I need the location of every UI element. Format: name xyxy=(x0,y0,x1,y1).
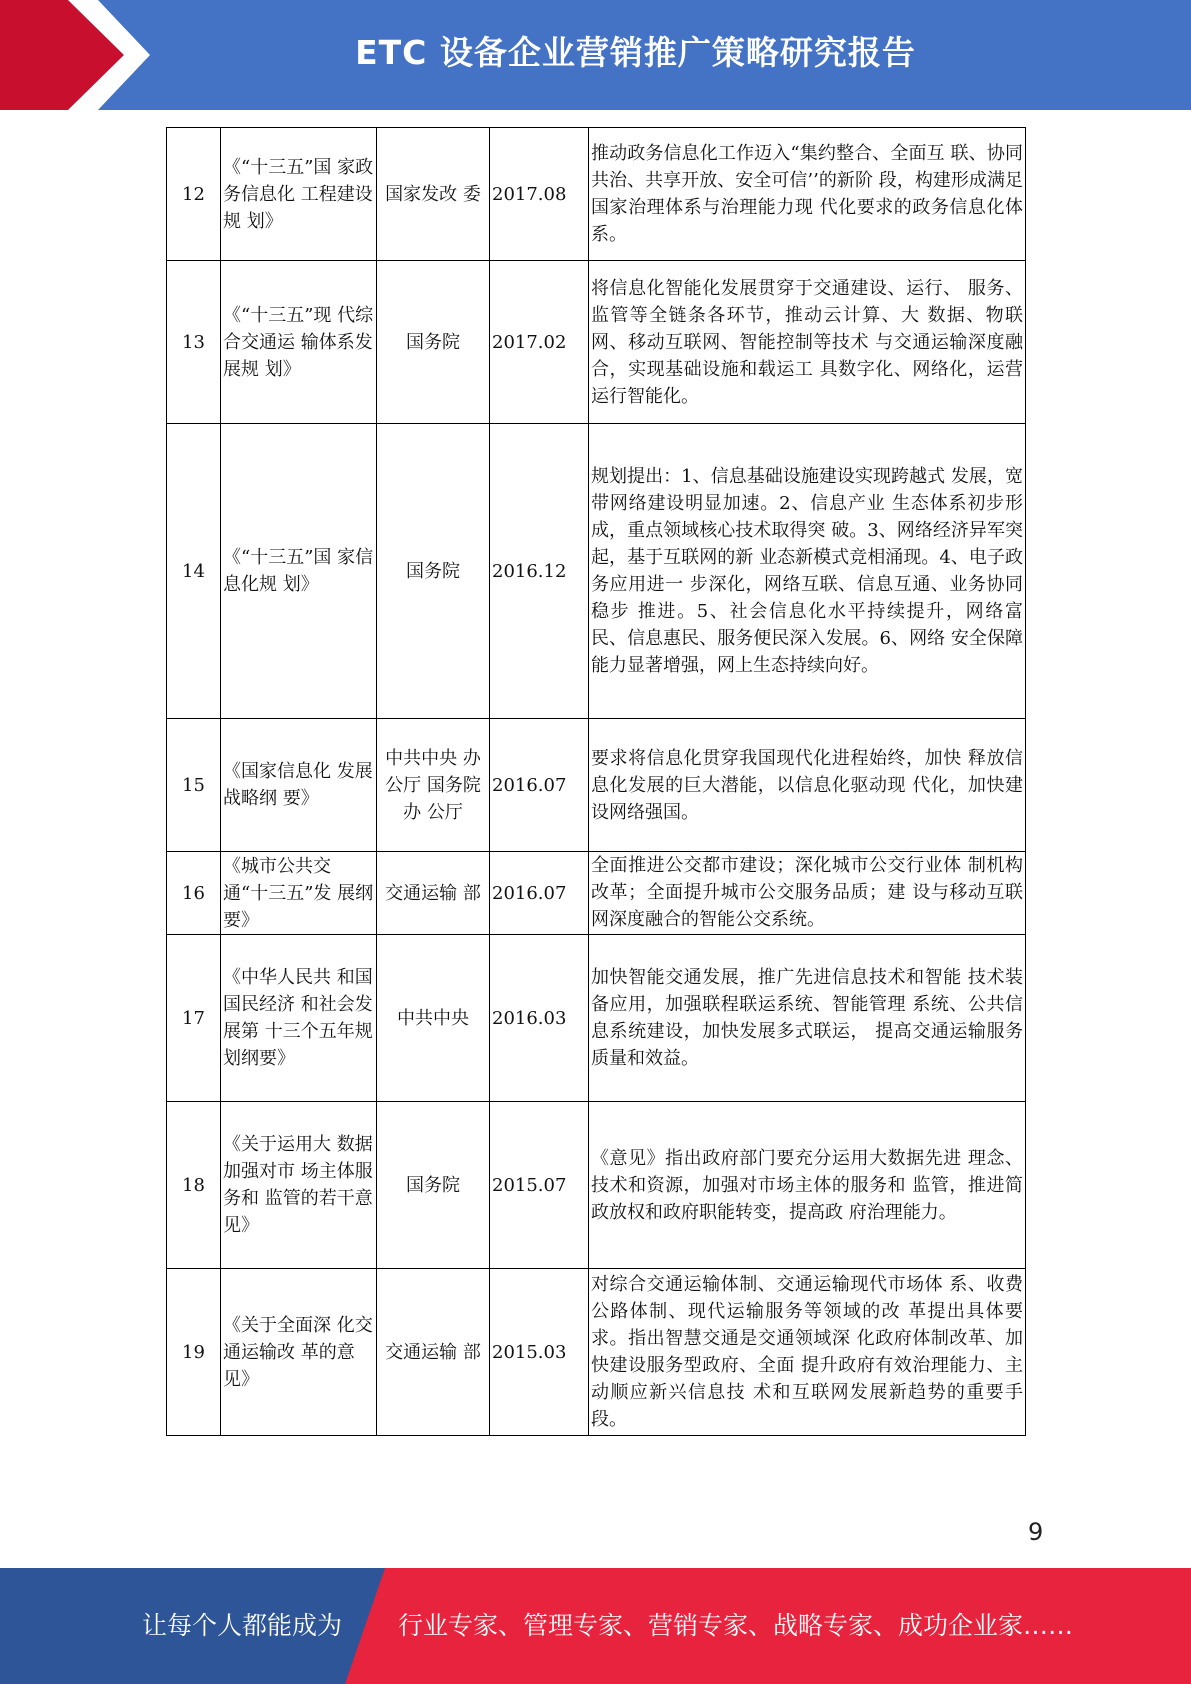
page-header xyxy=(0,0,1191,110)
issue-date: 2017.08 xyxy=(490,128,589,261)
issuing-department: 中共中央 办公厅 国务院办 公厅 xyxy=(377,719,490,852)
table-row xyxy=(167,719,1026,852)
issuing-department: 交通运输 部 xyxy=(377,1269,490,1436)
issue-date: 2017.02 xyxy=(490,261,589,424)
table-row xyxy=(167,1269,1026,1436)
table-row xyxy=(167,1102,1026,1269)
issue-date: 2016.07 xyxy=(490,719,589,852)
issuing-department: 国家发改 委 xyxy=(377,128,490,261)
policy-name: 《“十三五”现 代综合交通运 输体系发展规 划》 xyxy=(221,261,377,424)
row-number: 15 xyxy=(167,719,221,852)
row-number: 13 xyxy=(167,261,221,424)
issuing-department: 交通运输 部 xyxy=(377,852,490,935)
policy-table xyxy=(166,127,1026,1436)
policy-name: 《城市公共交 通“十三五”发 展纲要》 xyxy=(221,852,377,935)
issuing-department: 国务院 xyxy=(377,261,490,424)
row-number: 14 xyxy=(167,424,221,719)
policy-summary: 要求将信息化贯穿我国现代化进程始终，加快 释放信息化发展的巨大潜能，以信息化驱动现 代化，加快建设网络强国。 xyxy=(589,719,1026,852)
issue-date: 2016.07 xyxy=(490,852,589,935)
policy-summary: 全面推进公交都市建设；深化城市公交行业体 制机构改革；全面提升城市公交服务品质；建 设与移动互联网深度融合的智能公交系统。 xyxy=(589,852,1026,935)
page-number: 9 xyxy=(1028,1518,1044,1546)
policy-summary: 《意见》指出政府部门要充分运用大数据先进 理念、技术和资源，加强对市场主体的服务和 监管，推进简政放权和政府职能转变，提高政 府治理能力。 xyxy=(589,1102,1026,1269)
policy-name: 《关于全面深 化交通运输改 革的意见》 xyxy=(221,1269,377,1436)
policy-summary: 将信息化智能化发展贯穿于交通建设、运行、 服务、监管等全链条各环节，推动云计算、大 数据、物联网、移动互联网、智能控制等技术 与交通运输深度融合，实现基础设施和载运工 具数字化、网络化，运营运行智能化。 xyxy=(589,261,1026,424)
policy-name: 《国家信息化 发展战略纲 要》 xyxy=(221,719,377,852)
row-number: 19 xyxy=(167,1269,221,1436)
issuing-department: 中共中央 xyxy=(377,935,490,1102)
issue-date: 2016.12 xyxy=(490,424,589,719)
table-row xyxy=(167,852,1026,935)
issue-date: 2015.07 xyxy=(490,1102,589,1269)
row-number: 17 xyxy=(167,935,221,1102)
issuing-department: 国务院 xyxy=(377,424,490,719)
table-row xyxy=(167,128,1026,261)
row-number: 18 xyxy=(167,1102,221,1269)
policy-name: 《“十三五”国 家政务信息化 工程建设规 划》 xyxy=(221,128,377,261)
table-row xyxy=(167,261,1026,424)
footer-slogan-roles: 行业专家、管理专家、营销专家、战略专家、成功企业家…… xyxy=(398,1611,1074,1640)
policy-name: 《“十三五”国 家信息化规 划》 xyxy=(221,424,377,719)
footer-slogan-lead: 让每个人都能成为 xyxy=(142,1611,343,1640)
policy-summary: 对综合交通运输体制、交通运输现代市场体 系、收费公路体制、现代运输服务等领域的改 革提出具体要求。指出智慧交通是交通领域深 化政府体制改革、加快建设服务型政府、全面 提升政府有效治理能力、主动顺应新兴信息技 术和互联网发展新趋势的重要手段。 xyxy=(589,1269,1026,1436)
row-number: 12 xyxy=(167,128,221,261)
policy-name: 《中华人民共 和国国民经济 和社会发展第 十三个五年规 划纲要》 xyxy=(221,935,377,1102)
policy-summary: 规划提出：1、信息基础设施建设实现跨越式 发展，宽带网络建设明显加速。2、信息产业 生态体系初步形成，重点领域核心技术取得突 破。3、网络经济异军突起，基于互联网的新 业态新模式竞相涌现。4、电子政务应用进一 步深化，网络互联、信息互通、业务协同稳步 推进。5、社会信息化水平持续提升，网络富 民、信息惠民、服务便民深入发展。6、网络 安全保障能力显著增强，网上生态持续向好。 xyxy=(589,424,1026,719)
row-number: 16 xyxy=(167,852,221,935)
policy-name: 《关于运用大 数据加强对市 场主体服务和 监管的若干意 见》 xyxy=(221,1102,377,1269)
report-title: ETC 设备企业营销推广策略研究报告 xyxy=(355,33,916,72)
table-row xyxy=(167,424,1026,719)
policy-summary: 加快智能交通发展，推广先进信息技术和智能 技术装备应用，加强联程联运系统、智能管理 系统、公共信息系统建设，加快发展多式联运， 提高交通运输服务质量和效益。 xyxy=(589,935,1026,1102)
table-row xyxy=(167,935,1026,1102)
page-footer xyxy=(0,1568,1191,1684)
issuing-department: 国务院 xyxy=(377,1102,490,1269)
issue-date: 2016.03 xyxy=(490,935,589,1102)
policy-summary: 推动政务信息化工作迈入“集约整合、全面互 联、协同共治、共享开放、安全可信’’的新阶 段，构建形成满足国家治理体系与治理能力现 代化要求的政务信息化体系。 xyxy=(589,128,1026,261)
issue-date: 2015.03 xyxy=(490,1269,589,1436)
